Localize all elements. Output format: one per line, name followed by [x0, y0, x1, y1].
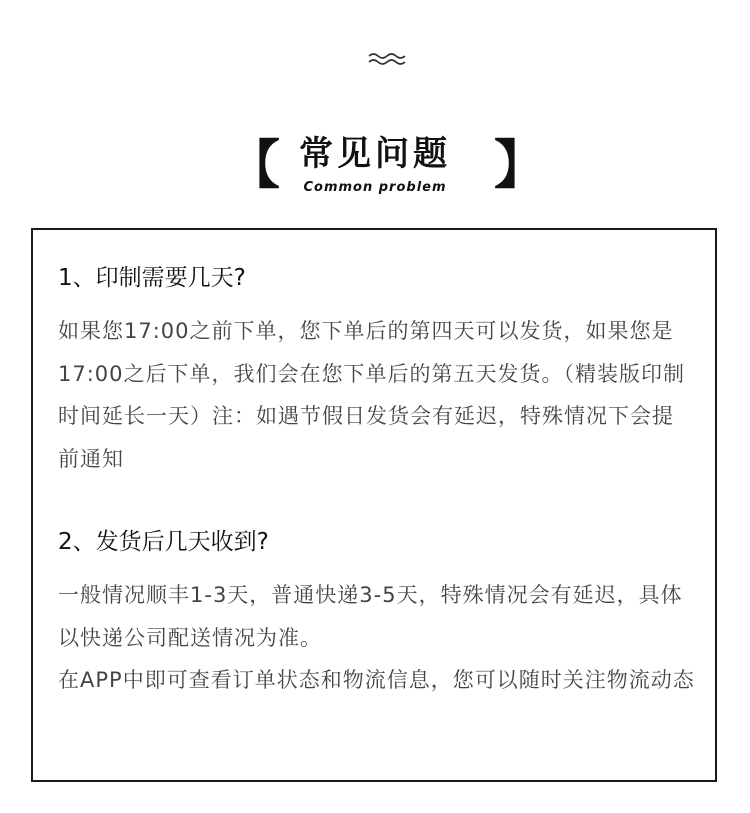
faq-answer: [58, 574, 695, 702]
faq-question: 2、发货后几天收到?: [58, 529, 269, 555]
page-title: 常见问题: [299, 134, 451, 174]
faq-answer: [58, 310, 695, 480]
section-heading: [275, 132, 475, 198]
faq-panel: [31, 228, 717, 782]
faq-item: [58, 263, 695, 480]
page-subtitle: Common problem: [303, 180, 447, 195]
wave-icon: [367, 51, 407, 67]
right-bracket-decoration: 】: [494, 136, 547, 196]
faq-item: [58, 527, 695, 702]
faq-answer-paragraph: 一般情况顺丰1-3天，普通快递3-5天，特殊情况会有延迟，具体以快递公司配送情况为准。: [58, 583, 683, 650]
faq-answer-paragraph: 在APP中即可查看订单状态和物流信息，您可以随时关注物流动态: [58, 668, 695, 692]
faq-question: 1、印制需要几天?: [58, 265, 246, 291]
faq-answer-paragraph: 如果您17:00之前下单，您下单后的第四天可以发货，如果您是17:00之后下单，我们会在您下单后的第五天发货。（精装版印制时间延长一天）注：如遇节假日发货会有延迟，特殊情况下会提前通知: [58, 319, 686, 471]
left-bracket-decoration: 【: [228, 136, 281, 196]
